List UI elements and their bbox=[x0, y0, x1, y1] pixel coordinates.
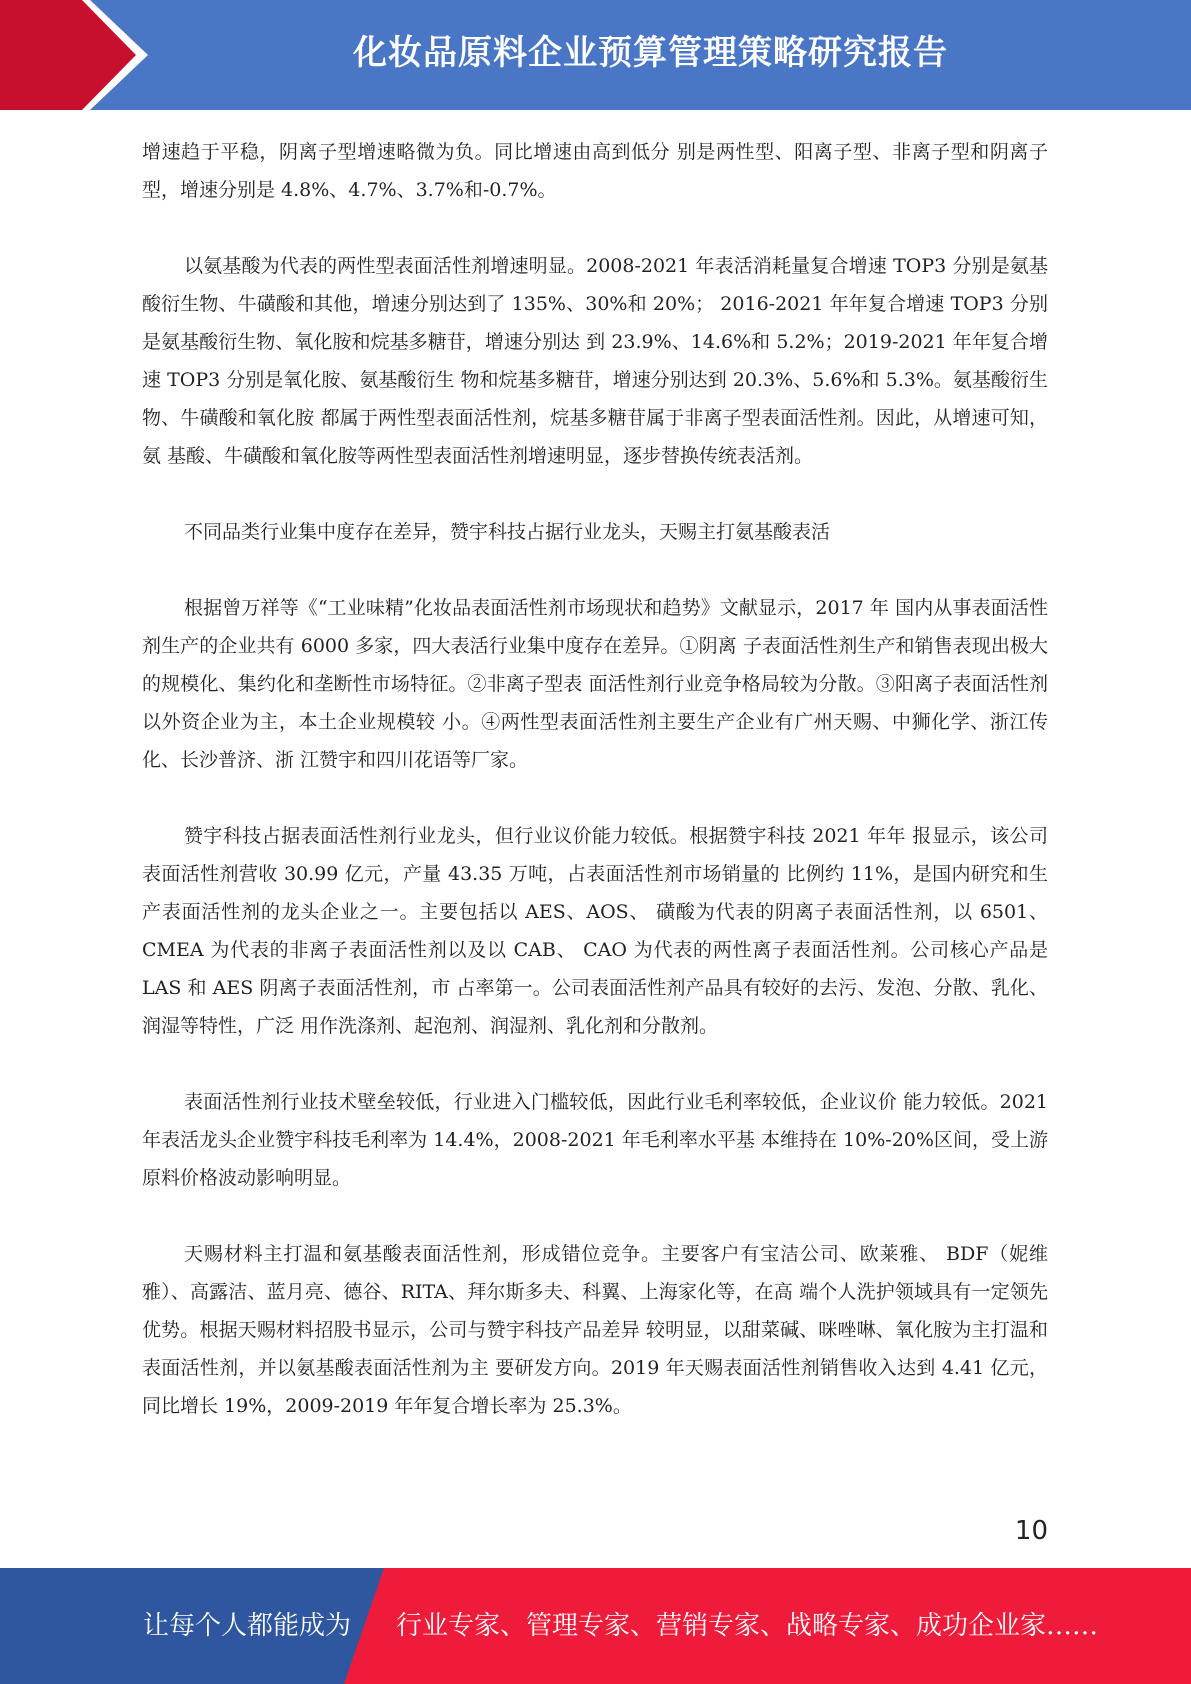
paragraph: 赞宇科技占据表面活性剂行业龙头，但行业议价能力较低。根据赞宇科技 2021 年年 报显示，该公司表面活性剂营收 30.99 亿元，产量 43.35 万吨，占表面活性剂市场销量的 比例约 11%，是国内研究和生产表面活性剂的龙头企业之一。主要包括以 AES、AOS、 磺酸为代表的阴离子表面活性剂，以 6501、CMEA 为代表的非离子表面活性剂以及以 CAB、 CAO 为代表的两性离子表面活性剂。公司核心产品是 LAS 和 AES 阴离子表面活性剂，市 占率第一。公司表面活性剂产品具有较好的去污、发泡、分散、乳化、润湿等特性，广泛 用作洗涤剂、起泡剂、润湿剂、乳化剂和分散剂。 bbox=[142, 825, 1048, 1037]
paragraph: 增速趋于平稳，阴离子型增速略微为负。同比增速由高到低分 别是两性型、阳离子型、非离子型和阴离子型，增速分别是 4.8%、4.7%、3.7%和-0.7%。 bbox=[142, 141, 1048, 201]
page-header bbox=[0, 0, 1191, 110]
footer-slogan-right: 行业专家、管理专家、营销专家、战略专家、成功企业家…… bbox=[396, 1611, 1099, 1641]
document-title: 化妆品原料企业预算管理策略研究报告 bbox=[353, 33, 948, 73]
paragraph: 根据曾万祥等《“工业味精”化妆品表面活性剂市场现状和趋势》文献显示，2017 年 国内从事表面活性剂生产的企业共有 6000 多家，四大表活行业集中度存在差异。①阴离 子表面活性剂生产和销售表现出极大的规模化、集约化和垄断性市场特征。②非离子型表 面活性剂行业竞争格局较为分散。③阳离子表面活性剂以外资企业为主，本土企业规模较 小。④两性型表面活性剂主要生产企业有广州天赐、中狮化学、浙江传化、长沙普济、浙 江赞宇和四川花语等厂家。 bbox=[142, 597, 1048, 771]
paragraph: 天赐材料主打温和氨基酸表面活性剂，形成错位竞争。主要客户有宝洁公司、欧莱雅、 BDF（妮维雅）、高露洁、蓝月亮、德谷、RITA、拜尔斯多夫、科翼、上海家化等，在高 端个人洗护领域具有一定领先优势。根据天赐材料招股书显示，公司与赞宇科技产品差异 较明显，以甜菜碱、咪唑啉、氧化胺为主打温和表面活性剂，并以氨基酸表面活性剂为主 要研发方向。2019 年天赐表面活性剂销售收入达到 4.41 亿元，同比增长 19%，2009-2019 年年复合增长率为 25.3%。 bbox=[142, 1243, 1048, 1417]
page-number: 10 bbox=[1014, 1516, 1048, 1546]
footer-slogan-left: 让每个人都能成为 bbox=[143, 1611, 352, 1641]
page-footer bbox=[0, 1568, 1191, 1684]
body-text bbox=[142, 133, 1048, 1425]
section-heading: 不同品类行业集中度存在差异，赞宇科技占据行业龙头，天赐主打氨基酸表活 bbox=[184, 521, 831, 543]
paragraph: 表面活性剂行业技术壁垒较低，行业进入门槛较低，因此行业毛利率较低，企业议价 能力较低。2021 年表活龙头企业赞宇科技毛利率为 14.4%，2008-2021 年毛利率水平基 本维持在 10%-20%区间，受上游原料价格波动影响明显。 bbox=[142, 1091, 1048, 1189]
paragraph: 以氨基酸为代表的两性型表面活性剂增速明显。2008-2021 年表活消耗量复合增速 TOP3 分别是氨基酸衍生物、牛磺酸和其他，增速分别达到了 135%、30%和 20%； 2016-2021 年年复合增速 TOP3 分别是氨基酸衍生物、氧化胺和烷基多糖苷，增速分别达 到 23.9%、14.6%和 5.2%；2019-2021 年年复合增速 TOP3 分别是氧化胺、氨基酸衍生 物和烷基多糖苷，增速分别达到 20.3%、5.6%和 5.3%。氨基酸衍生物、牛磺酸和氧化胺 都属于两性型表面活性剂，烷基多糖苷属于非离子型表面活性剂。因此，从增速可知，氨 基酸、牛磺酸和氧化胺等两性型表面活性剂增速明显，逐步替换传统表活剂。 bbox=[142, 255, 1048, 467]
